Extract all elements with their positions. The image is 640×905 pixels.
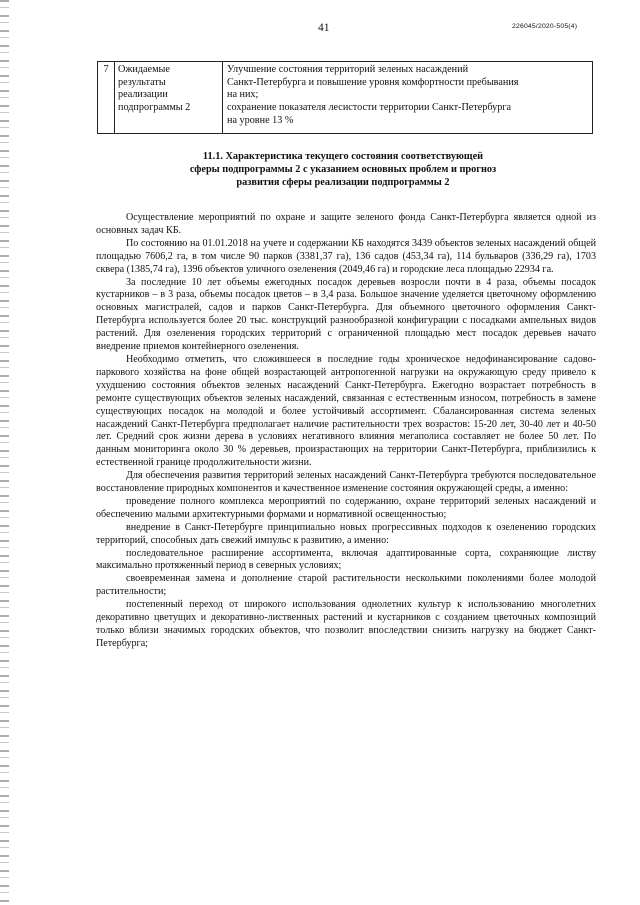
paragraph: своевременная замена и дополнение старой растительности несколькими поколениями более молодой растительности; (96, 573, 596, 598)
label-line: реализации (118, 89, 168, 101)
page-number: 41 (318, 22, 330, 34)
paragraph: последовательное расширение ассортимента, включая адаптированные сорта, сохраняющие листву максимально протяженный период в северных условиях; (96, 547, 596, 572)
text-line: сохранение показателя лесистости территории Санкт-Петербурга (227, 102, 512, 114)
heading-line: развития сферы реализации подпрограммы 2 (236, 177, 450, 189)
heading-line: сферы подпрограммы 2 с указанием основных проблем и прогноз (189, 164, 497, 176)
body-text (96, 212, 596, 651)
table-cell-number: 7 (98, 62, 115, 133)
section-heading (130, 150, 556, 190)
text-line: на них; (227, 89, 259, 101)
text-line: Улучшение состояния территорий зеленых насаждений (227, 64, 469, 75)
text-line: Санкт-Петербурга и повышение уровня комфортности пребывания (227, 76, 519, 88)
paragraph: Необходимо отметить, что сложившееся в последние годы хроническое недофинансирование садово-паркового хозяйства на фоне общей возрастающей антропогенной нагрузки на окружающую среду привело к ухудшению состояния объектов зеленых насаждений Санкт-Петербурга. Ежегодно возрастает потребность в ремонте существующих объектов зеленых насаждений, связанная с естественным износом, потребность в замене существующих посадок на молодой и более устойчивый ассортимент. Сбалансированная система зеленых насаждений Санкт-Петербурга предполагает наличие растительности трех возрастов: 15-20 лет, 30-40 лет и 40-50 лет. Средний срок жизни дерева в условиях негативного влияния мегаполиса составляет не более 50 лет. По данным мониторинга около 30 % деревьев, произрастающих на территории Санкт-Петербурга, приблизились к естественной границе продолжительности жизни. (96, 353, 596, 469)
table-cell-text (223, 62, 592, 133)
label-line: Ожидаемые (118, 64, 170, 75)
table-cell-label (115, 62, 223, 133)
paragraph: постепенный переход от широкого использования однолетних культур к использованию многолетних декоративно цветущих и декоративно-лиственных растений и кустарников с созданием цветочных композиций только вблизи значимых городских объектов, что позволит впоследствии снизить нагрузку на бюджет Санкт-Петербурга; (96, 599, 596, 649)
heading-line: 11.1. Характеристика текущего состояния соответствующей (202, 151, 484, 162)
scan-edge (0, 0, 9, 905)
paragraph: Для обеспечения развития территорий зеленых насаждений Санкт-Петербурга требуются последовательное восстановление природных компонентов и качественное изменение состояния окружающей среды, а именно: (96, 470, 596, 495)
label-line: подпрограммы 2 (118, 102, 191, 114)
label-line: результаты (118, 76, 166, 88)
paragraph: За последние 10 лет объемы ежегодных посадок деревьев возросли почти в 4 раза, объемы посадок кустарников – в 3 раза, объемы посадок цветов – в 3,4 раза. Большое значение уделяется цветочному оформлению основных магистралей, садов и парков Санкт-Петербурга. Для объемного цветочного оформления Санкт-Петербурга используется более 20 тыс. конструкций разнообразной конфигурации с посадками ампельных видов растений. Для озеленения городских территорий с ограниченной площадью мест посадок деревьев начато внедрение приемов контейнерного озеленения. (96, 276, 596, 353)
paragraph: внедрение в Санкт-Петербурге принципиально новых прогрессивных подходов к озеленению городских территорий, способных дать свежий импульс к развитию, а именно: (96, 521, 596, 546)
paragraph: Осуществление мероприятий по охране и защите зеленого фонда Санкт-Петербурга является одной из основных задач КБ. (96, 212, 596, 236)
paragraph: По состоянию на 01.01.2018 на учете и содержании КБ находятся 3439 объектов зеленых насаждений общей площадью 7606,2 га, в том числе 90 парков (3381,37 га), 136 садов (453,34 га), 114 бульваров (336,29 га), 1703 сквера (1385,74 га), 1396 объектов уличного озеленения (2049,46 га) и городские леса площадью 22934 га. (96, 237, 596, 275)
paragraph: проведение полного комплекса мероприятий по содержанию, охране территорий зеленых насаждений и обеспечению малыми архитектурными формами и нормативной освещенностью; (96, 495, 596, 520)
document-code: 226045/2020-505(4) (512, 23, 578, 30)
results-table-row (97, 61, 593, 134)
text-line: на уровне 13 % (227, 114, 294, 126)
